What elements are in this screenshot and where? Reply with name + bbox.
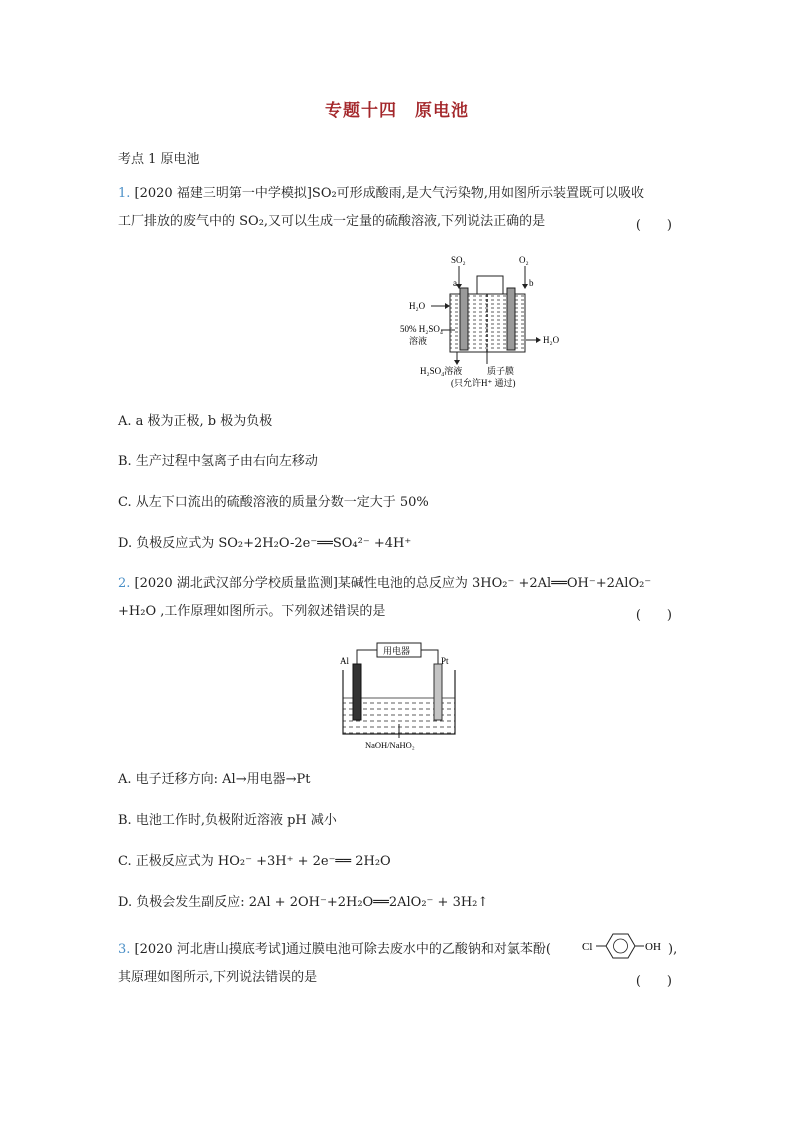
q3-answer-paren: ( )	[635, 974, 672, 989]
q2-number: 2.	[118, 576, 131, 591]
q1-label-membrane: 质子膜	[487, 366, 515, 376]
section-heading: 考点 1 原电池	[118, 152, 200, 167]
q3-stem-line2	[118, 968, 317, 988]
q1-text-line1: [2020 福建三明第一中学模拟]SO₂可形成酸雨,是大气污染物,用如图所示装置既可以吸收	[134, 186, 644, 201]
q2-option-c: C. 正极反应式为 HO₂⁻ +3H⁺ + 2e⁻══ 2H₂O	[118, 854, 391, 869]
q1-answer-paren: ( )	[635, 218, 672, 233]
q2-text-line2: +H₂O ,工作原理如图所示。下列叙述错误的是	[118, 604, 386, 619]
q3-chlorophenol-structure	[582, 930, 666, 962]
q1-electrode-a	[460, 288, 468, 350]
q3-mol-ring-circle	[614, 939, 628, 953]
q1-electrode-b	[507, 288, 515, 350]
q1-label-h2o-in: H₂O	[409, 301, 426, 311]
q1-option-c: C. 从左下口流出的硫酸溶液的质量分数一定大于 50%	[118, 495, 429, 510]
q2-label-pt: Pt	[441, 656, 449, 666]
q1-label-solution: 溶液	[409, 336, 428, 346]
q1-electrolysis-figure	[395, 250, 575, 390]
q1-label-a: a	[453, 278, 457, 288]
q1-outlet-arrowhead	[454, 360, 460, 365]
q3-mol-oh: OH	[645, 941, 661, 953]
q3-mol-ring	[606, 934, 635, 958]
q1-stem-line2	[118, 212, 676, 232]
q2-stem-line2	[118, 602, 385, 622]
q2-text-line1: [2020 湖北武汉部分学校质量监测]某碱性电池的总反应为 3HO₂⁻ +2Al══OH⁻+2AlO₂⁻	[134, 576, 652, 591]
q1-label-b: b	[529, 278, 534, 288]
q2-label-electrolyte: NaOH/NaHO₂	[365, 740, 415, 750]
q1-label-h2so4-solution: H₂SO₄溶液	[420, 366, 463, 376]
q3-text-line2: 其原理如图所示,下列说法错误的是	[118, 970, 318, 985]
q2-option-d: D. 负极会发生副反应: 2Al + 2OH⁻+2H₂O══2AlO₂⁻ + 3H₂↑	[118, 895, 489, 910]
q2-wire-left	[357, 650, 377, 664]
q2-stem-line1	[118, 574, 651, 594]
q1-label-so2: SO₂	[451, 255, 466, 265]
q2-battery-figure	[335, 640, 465, 752]
q1-number: 1.	[118, 186, 131, 201]
q1-h2o-in-arrowhead	[445, 303, 450, 309]
page-title: 专题十四 原电池	[325, 101, 469, 121]
q1-option-b: B. 生产过程中氢离子由右向左移动	[118, 454, 318, 469]
q1-stem-line1	[118, 184, 644, 204]
q2-label-al: Al	[340, 656, 349, 666]
q2-option-b: B. 电池工作时,负极附近溶液 pH 减小	[118, 813, 337, 828]
q3-mol-cl: Cl	[582, 941, 593, 953]
q1-option-d: D. 负极反应式为 SO₂+2H₂O-2e⁻══SO₄²⁻ +4H⁺	[118, 536, 412, 551]
q1-wire	[477, 276, 503, 294]
q1-label-h2o-out: H₂O	[543, 335, 560, 345]
q1-option-a: A. a 极为正极, b 极为负极	[118, 414, 273, 429]
q3-text-line1a: [2020 河北唐山摸底考试]通过膜电池可除去废水中的乙酸钠和对氯苯酚(	[134, 942, 551, 957]
q1-text-line2: 工厂排放的废气中的 SO₂,又可以生成一定量的硫酸溶液,下列说法正确的是	[118, 214, 546, 229]
q1-h2o-out-arrowhead	[536, 337, 541, 343]
q2-al-electrode	[353, 664, 361, 720]
q1-o2-arrowhead	[522, 284, 528, 289]
q2-wire-right	[421, 650, 438, 664]
q2-pt-electrode	[434, 664, 442, 720]
q1-label-membrane-note: (只允许H⁺ 通过)	[451, 378, 516, 388]
q3-number: 3.	[118, 942, 131, 957]
q1-label-acid: 50% H₂SO₄	[400, 324, 444, 334]
q3-stem-line1	[118, 940, 551, 960]
q3-stem-line1b: ),	[668, 942, 678, 957]
q2-label-device: 用电器	[383, 646, 411, 656]
q2-option-a: A. 电子迁移方向: Al→用电器→Pt	[118, 772, 311, 787]
q1-label-o2: O₂	[519, 255, 529, 265]
q2-answer-paren: ( )	[635, 608, 672, 623]
